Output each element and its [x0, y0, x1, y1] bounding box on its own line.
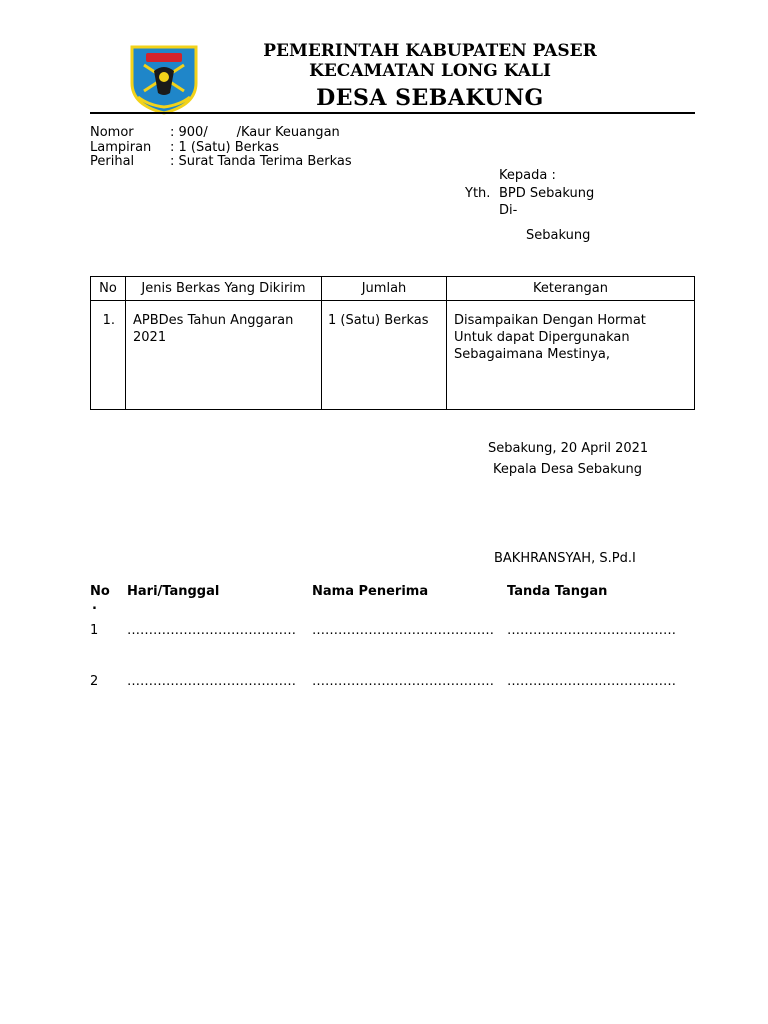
letterhead-divider: [90, 112, 695, 114]
receipt-header-receiver: Nama Penerima: [312, 584, 429, 599]
receipt-header-no-dot: .: [92, 598, 97, 613]
receipt-header-date: Hari/Tanggal: [127, 584, 220, 599]
signature-name: BAKHRANSYAH, S.Pd.I: [494, 551, 636, 566]
recipient-yth: Yth.: [465, 186, 491, 201]
cell-jenis: APBDes Tahun Anggaran 2021: [126, 301, 322, 410]
field-label-nomor: Nomor: [90, 125, 134, 140]
table-row: [91, 301, 695, 410]
col-header-no: No: [91, 277, 126, 301]
recipient-kepada: Kepada :: [499, 168, 556, 183]
district-emblem: [128, 43, 200, 115]
receipt-row-sign: …………………………………: [507, 674, 676, 689]
letterhead-village: DESA SEBAKUNG: [316, 85, 544, 111]
receipt-row-date: …………………………………: [127, 623, 296, 638]
recipient-di: Di-: [499, 203, 518, 218]
field-value-nomor: : 900/ /Kaur Keuangan: [170, 125, 340, 140]
receipt-row-sign: …………………………………: [507, 623, 676, 638]
receipt-row-no: 2: [90, 674, 99, 689]
receipt-row-no: 1: [90, 623, 99, 638]
receipt-header-no: No: [90, 584, 110, 599]
letterhead-district: KECAMATAN LONG KALI: [309, 61, 551, 81]
field-label-lampiran: Lampiran: [90, 140, 152, 155]
signature-place-date: Sebakung, 20 April 2021: [488, 441, 649, 456]
receipt-row-receiver: ……………………………………: [312, 674, 494, 689]
receipt-row-date: …………………………………: [127, 674, 296, 689]
col-header-jumlah: Jumlah: [322, 277, 447, 301]
receipt-row-receiver: ……………………………………: [312, 623, 494, 638]
signature-title: Kepala Desa Sebakung: [493, 462, 643, 477]
col-header-keterangan: Keterangan: [447, 277, 695, 301]
field-label-perihal: Perihal: [90, 154, 135, 169]
cell-keterangan: Disampaikan Dengan Hormat Untuk dapat Dipergunakan Sebagaimana Mestinya,: [447, 301, 695, 410]
receipt-header-sign: Tanda Tangan: [507, 584, 608, 599]
field-value-lampiran: : 1 (Satu) Berkas: [170, 140, 280, 155]
cell-jumlah: 1 (Satu) Berkas: [322, 301, 447, 410]
recipient-place: Sebakung: [526, 228, 591, 243]
table-header-row: [91, 277, 695, 301]
cell-no: 1.: [91, 301, 126, 410]
field-value-perihal: : Surat Tanda Terima Berkas: [170, 154, 352, 169]
letterhead-regency: PEMERINTAH KABUPATEN PASER: [263, 41, 597, 61]
documents-table: [90, 276, 695, 410]
recipient-name: BPD Sebakung: [499, 186, 595, 201]
col-header-jenis: Jenis Berkas Yang Dikirim: [126, 277, 322, 301]
